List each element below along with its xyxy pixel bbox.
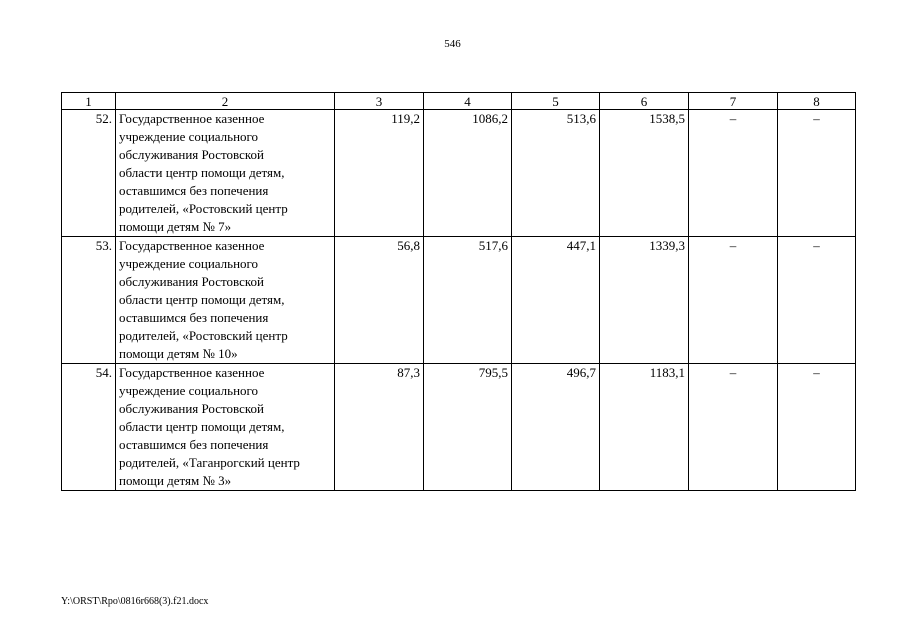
table-row (62, 110, 856, 237)
name-line: родителей, «Ростовский центр (119, 328, 288, 343)
name-line: Государственное казенное (119, 111, 265, 126)
name-line: области центр помощи детям, (119, 292, 285, 307)
name-line: учреждение социального (119, 256, 259, 271)
row-number: 52. (62, 110, 116, 237)
cell-col8: – (778, 237, 856, 364)
name-line: оставшимся без попечения (119, 183, 269, 198)
name-line: Государственное казенное (119, 365, 265, 380)
column-header: 3 (335, 93, 424, 110)
data-table (61, 92, 856, 491)
name-line: помощи детям № 7» (119, 219, 232, 234)
name-line: учреждение социального (119, 129, 259, 144)
cell-col5: 496,7 (512, 364, 600, 491)
cell-col8: – (778, 364, 856, 491)
cell-col6: 1183,1 (600, 364, 689, 491)
cell-col4: 795,5 (424, 364, 512, 491)
cell-col4: 517,6 (424, 237, 512, 364)
cell-col3: 56,8 (335, 237, 424, 364)
cell-col7: – (689, 364, 778, 491)
column-header: 4 (424, 93, 512, 110)
cell-col3: 119,2 (335, 110, 424, 237)
name-line: оставшимся без попечения (119, 310, 269, 325)
cell-col5: 513,6 (512, 110, 600, 237)
cell-col7: – (689, 237, 778, 364)
name-line: помощи детям № 10» (119, 346, 238, 361)
cell-col3: 87,3 (335, 364, 424, 491)
page-number: 546 (444, 38, 461, 50)
name-line: обслуживания Ростовской (119, 147, 264, 162)
cell-col7: – (689, 110, 778, 237)
name-line: родителей, «Таганрогский центр (119, 455, 300, 470)
cell-col6: 1538,5 (600, 110, 689, 237)
cell-col8: – (778, 110, 856, 237)
name-line: области центр помощи детям, (119, 419, 285, 434)
name-line: обслуживания Ростовской (119, 274, 264, 289)
name-line: обслуживания Ростовской (119, 401, 264, 416)
institution-name (116, 237, 335, 364)
table-row (62, 237, 856, 364)
name-line: родителей, «Ростовский центр (119, 201, 288, 216)
cell-col6: 1339,3 (600, 237, 689, 364)
name-line: помощи детям № 3» (119, 473, 232, 488)
column-header: 8 (778, 93, 856, 110)
row-number: 54. (62, 364, 116, 491)
name-line: области центр помощи детям, (119, 165, 285, 180)
column-header: 1 (62, 93, 116, 110)
cell-col5: 447,1 (512, 237, 600, 364)
name-line: Государственное казенное (119, 238, 265, 253)
name-line: оставшимся без попечения (119, 437, 269, 452)
file-path-footer: Y:\ORST\Rpo\0816r668(3).f21.docx (61, 596, 209, 607)
name-line: учреждение социального (119, 383, 259, 398)
table-header-row (62, 93, 856, 110)
institution-name (116, 364, 335, 491)
table-row (62, 364, 856, 491)
column-header: 5 (512, 93, 600, 110)
column-header: 2 (116, 93, 335, 110)
column-header: 7 (689, 93, 778, 110)
institution-name (116, 110, 335, 237)
row-number: 53. (62, 237, 116, 364)
cell-col4: 1086,2 (424, 110, 512, 237)
column-header: 6 (600, 93, 689, 110)
